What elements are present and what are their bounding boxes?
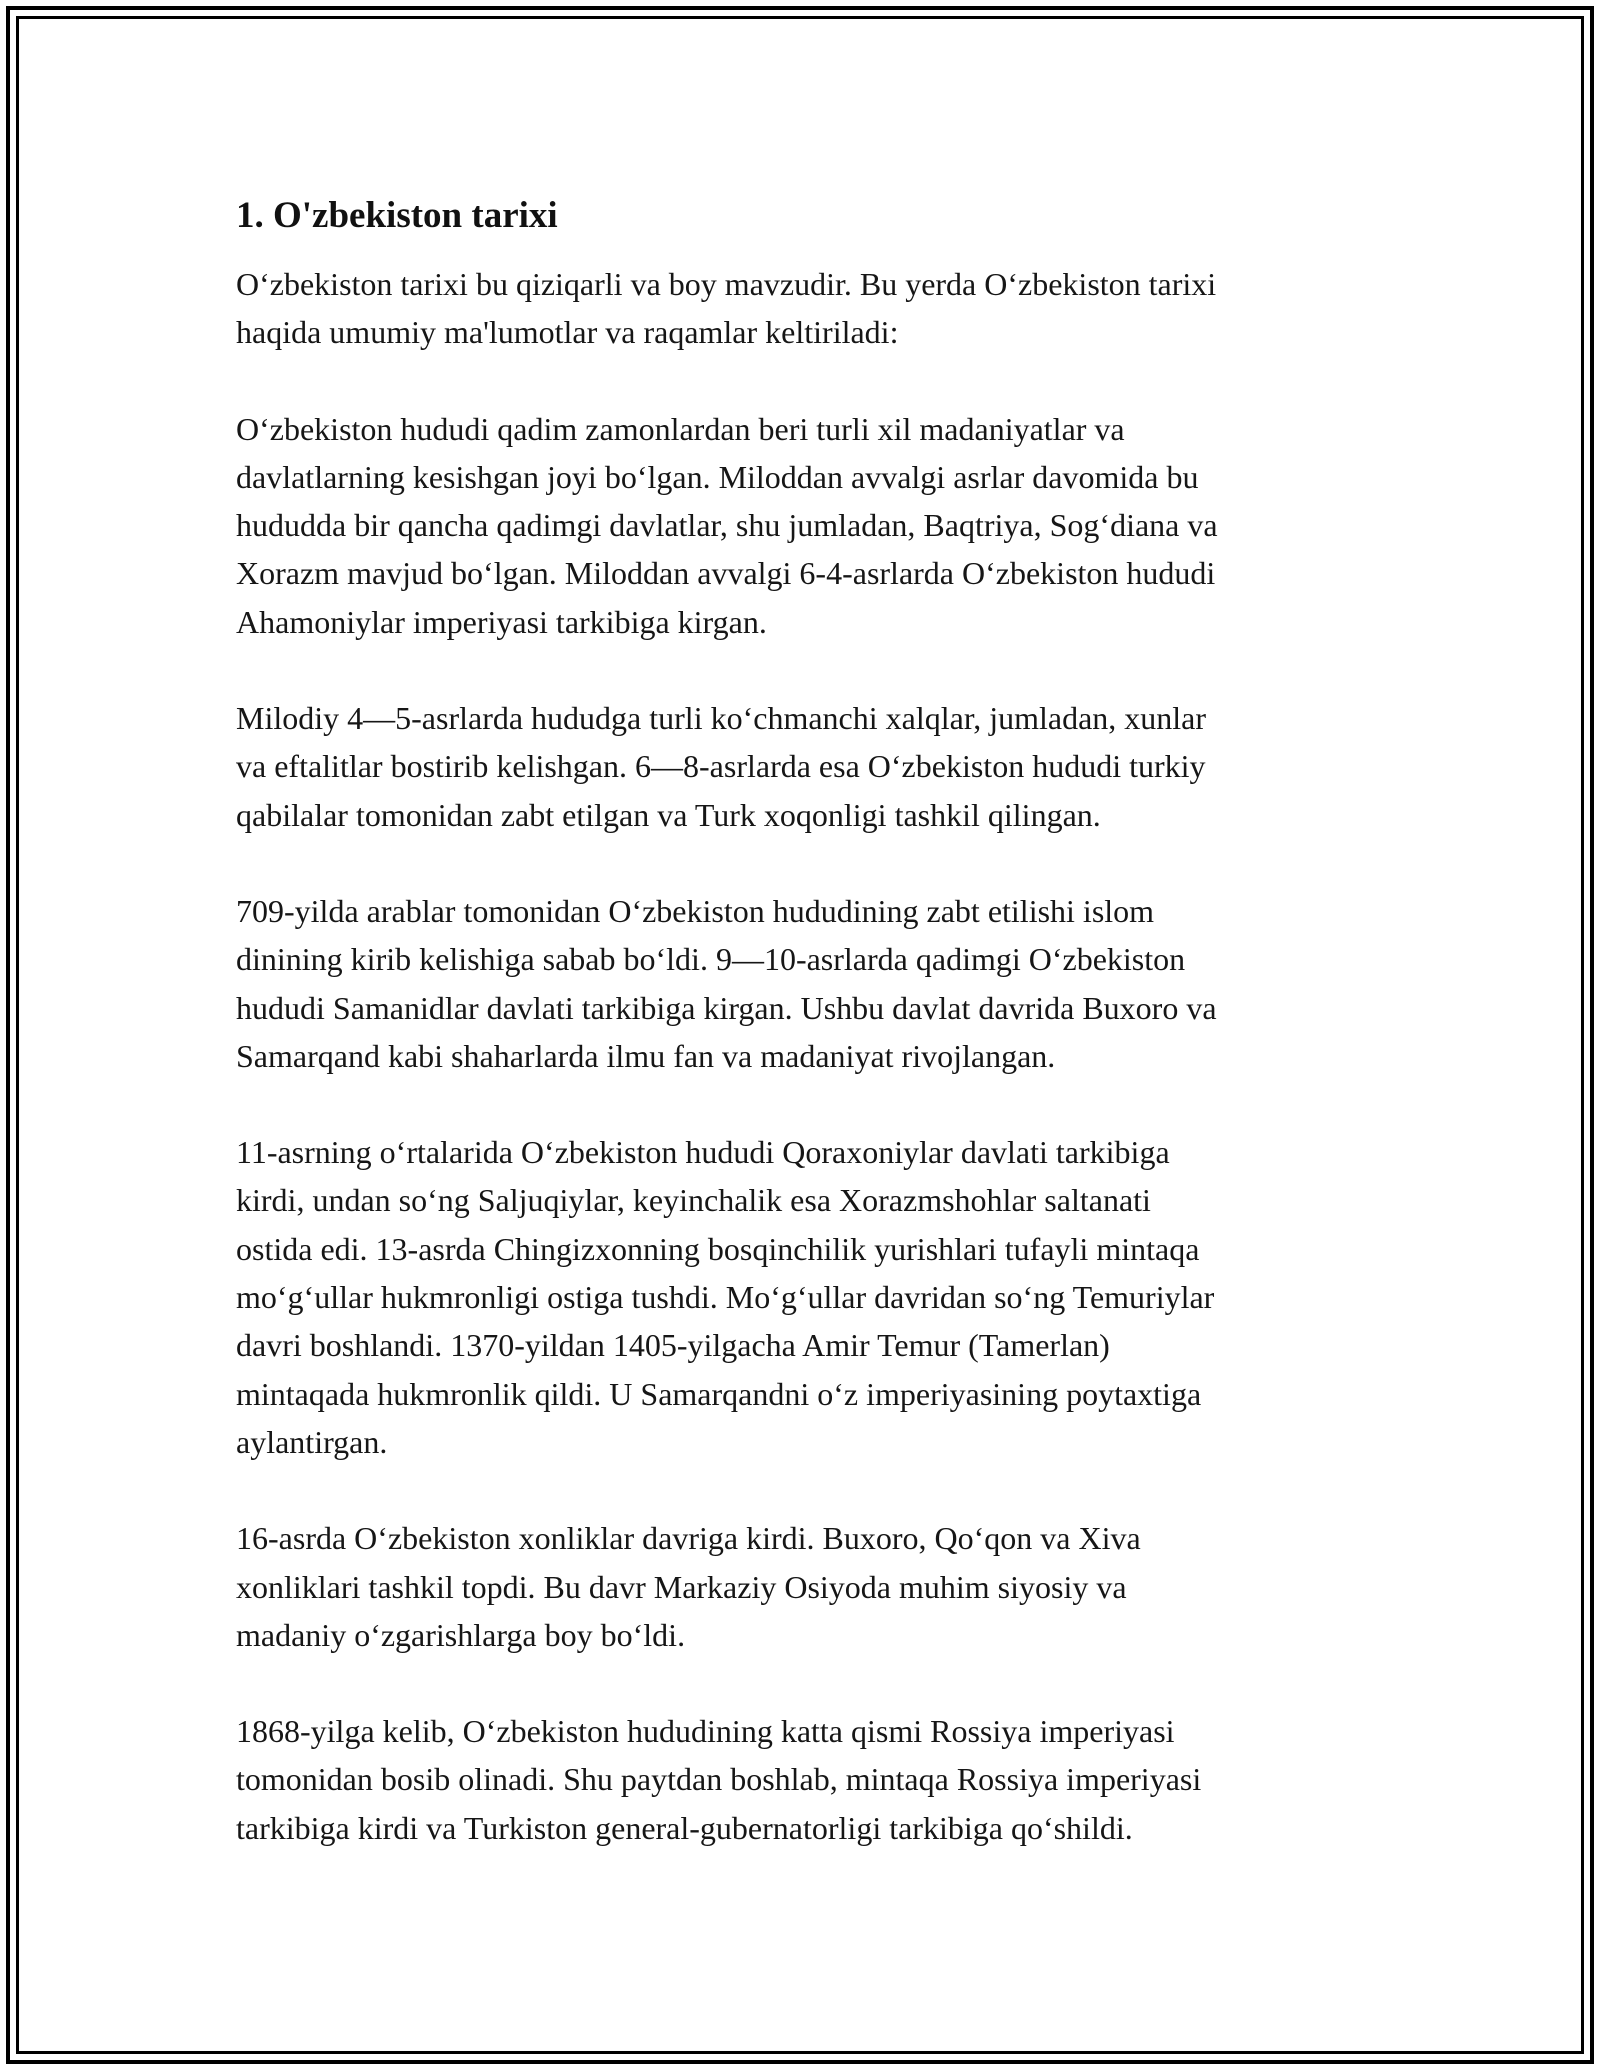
paragraph-khanates: 16-asrda O‘zbekiston xonliklar davriga kirdi. Buxoro, Qo‘qon va Xiva xonliklari tashkil topdi. Bu davr Markaziy Osiyoda muhim siyosiy va madaniy o‘zgarishlarga boy bo‘ldi. (236, 1520, 1141, 1653)
paragraph-arab-conquest: 709-yilda arablar tomonidan O‘zbekiston hududining zabt etilishi islom dinining kirib kelishiga sabab bo‘ldi. 9—10-asrlarda qadimgi O‘zbekiston hududi Samanidlar davlati tarkibiga kirgan. Ushbu davlat davrida Buxoro va Samarqand kabi shaharlarda ilmu fan va madaniyat rivojlangan. (236, 892, 1217, 1074)
document-body (236, 190, 1366, 1900)
paragraph-karakhanids-timurids: 11-asrning o‘rtalarida O‘zbekiston hududi Qoraxoniylar davlati tarkibiga kirdi, undan so‘ng Saljuqiylar, keyinchalik esa Xorazmshohlar saltanati ostida edi. 13-asrda Chingizxonning bosqinchilik yurishlari tufayli mintaqa mo‘g‘ullar hukmronligi ostiga tushdi. Mo‘g‘ullar davridan so‘ng Temuriylar davri boshlandi. 1370-yildan 1405-yilgacha Amir Temur (Tamerlan) mintaqada hukmronlik qildi. U Samarqandni o‘z imperiyasining poytaxtiga aylantirgan. (236, 1134, 1215, 1460)
paragraph-russian-empire: 1868-yilga kelib, O‘zbekiston hududining katta qismi Rossiya imperiyasi tomonidan bosib olinadi. Shu paytdan boshlab, mintaqa Rossiya imperiyasi tarkibiga kirdi va Turkiston general-gubernatorligi tarkibiga qo‘shildi. (236, 1713, 1202, 1846)
paragraph-ancient-states: O‘zbekiston hududi qadim zamonlardan beri turli xil madaniyatlar va davlatlarning kesishgan joyi bo‘lgan. Miloddan avvalgi asrlar davomida bu hududda bir qancha qadimgi davlatlar, shu jumladan, Baqtriya, Sog‘diana va Xorazm mavjud bo‘lgan. Miloddan avvalgi 6-4-asrlarda O‘zbekiston hududi Ahamoniylar imperiyasi tarkibiga kirgan. (236, 410, 1218, 640)
paragraph-intro: O‘zbekiston tarixi bu qiziqarli va boy mavzudir. Bu yerda O‘zbekiston tarixi haqida umumiy ma'lumotlar va raqamlar keltiriladi: (236, 266, 1217, 351)
document-title: 1. O'zbekiston tarixi (236, 195, 558, 236)
paragraph-nomadic-invasions: Milodiy 4—5-asrlarda hududga turli ko‘chmanchi xalqlar, jumladan, xunlar va eftalitlar bostirib kelishgan. 6—8-asrlarda esa O‘zbekiston hududi turkiy qabilalar tomonidan zabt etilgan va Turk xoqonligi tashkil qilingan. (236, 700, 1207, 833)
